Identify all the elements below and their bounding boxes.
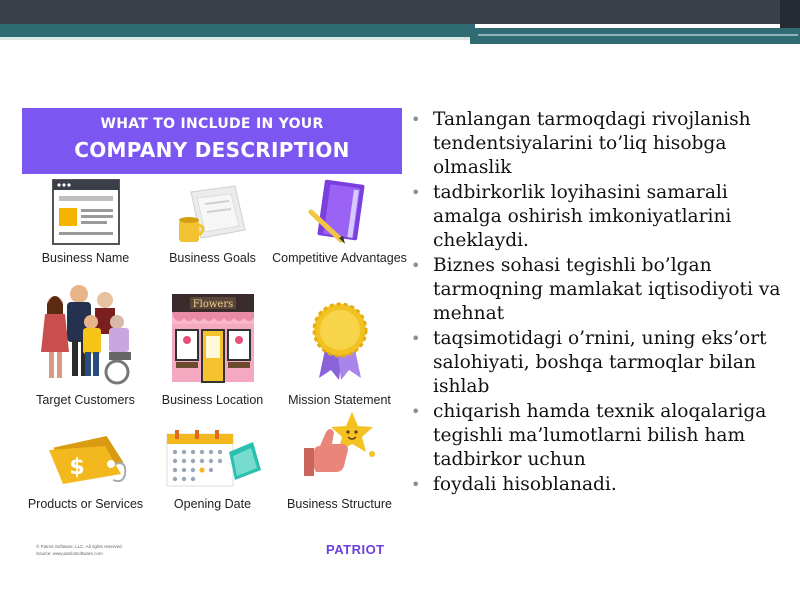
item-label: Business Goals <box>169 251 256 265</box>
browser-window-icon <box>22 178 149 246</box>
notebook-pencil-icon <box>276 178 403 246</box>
copyright-note: © Patriot Software, LLC. All rights reserved. Source: www.patriotsoftware.com <box>36 544 123 556</box>
thumbs-up-star-icon <box>276 408 403 488</box>
infographic-header <box>22 108 402 174</box>
bullet-item <box>408 473 796 497</box>
item-label: Products or Services <box>27 497 144 511</box>
ribbon-medal-icon <box>276 300 403 382</box>
item-label: Mission Statement <box>288 393 391 407</box>
bullet-item <box>408 108 796 180</box>
bullet-item <box>408 254 796 326</box>
storefront-icon <box>149 292 276 384</box>
svg-text:$: $ <box>68 455 85 480</box>
svg-text:Flowers: Flowers <box>192 299 233 310</box>
bullet-item <box>408 181 796 253</box>
item-label: Opening Date <box>173 497 252 511</box>
bullet-dot-icon: • <box>411 183 421 202</box>
bullet-text: chiqarish hamda texnik aloqalariga tegishli ma’lumotlarni bilish ham tadbirkor uchun <box>433 401 767 470</box>
bullet-text: foydali hisoblanadi. <box>433 474 617 495</box>
bullet-dot-icon: • <box>411 256 421 275</box>
bullet-item <box>408 327 796 399</box>
bullet-text: tadbirkorlik loyihasini samarali amalga oshirish imkoniyatlarini cheklaydi. <box>433 182 732 251</box>
calendar-icon <box>149 428 276 492</box>
item-label: Target Customers <box>36 393 135 407</box>
item-label: Business Structure <box>287 497 392 511</box>
bullet-dot-icon: • <box>411 402 421 421</box>
item-label: Business Name <box>41 251 130 265</box>
bullet-text: Biznes sohasi tegishli bo’lgan tarmoqning mamlakat iqtisodiyoti va mehnat <box>433 255 781 324</box>
price-tag-icon <box>22 430 149 494</box>
header-bar-teal-right <box>470 28 800 44</box>
patriot-logo: PATRIOT <box>326 542 385 557</box>
bullet-text: taqsimotidagi o’rnini, uning eks’ort salohiyati, boshqa tarmoqlar bilan ishlab <box>433 328 767 397</box>
company-description-infographic <box>20 108 407 563</box>
bullet-item <box>408 400 796 472</box>
people-group-icon <box>22 280 149 386</box>
header-corner-shadow <box>780 0 800 30</box>
item-label: Competitive Advantages <box>272 251 407 265</box>
header-bar-thin <box>0 37 475 40</box>
infographic-title-line2: COMPANY DESCRIPTION <box>74 138 350 162</box>
bullet-dot-icon: • <box>411 475 421 494</box>
bullet-text: Tanlangan tarmoqdagi rivojlanish tendentsiyalarini to’liq hisobga olmaslik <box>433 109 751 178</box>
header-bar-teal-left <box>0 24 475 38</box>
bullet-dot-icon: • <box>411 110 421 129</box>
coffee-paper-icon <box>149 182 276 246</box>
item-label: Business Location <box>161 393 264 407</box>
infographic-title-line1: WHAT TO INCLUDE IN YOUR <box>100 116 324 132</box>
header-bar-dark <box>0 0 800 24</box>
bullet-dot-icon: • <box>411 329 421 348</box>
bullet-list <box>408 108 796 498</box>
